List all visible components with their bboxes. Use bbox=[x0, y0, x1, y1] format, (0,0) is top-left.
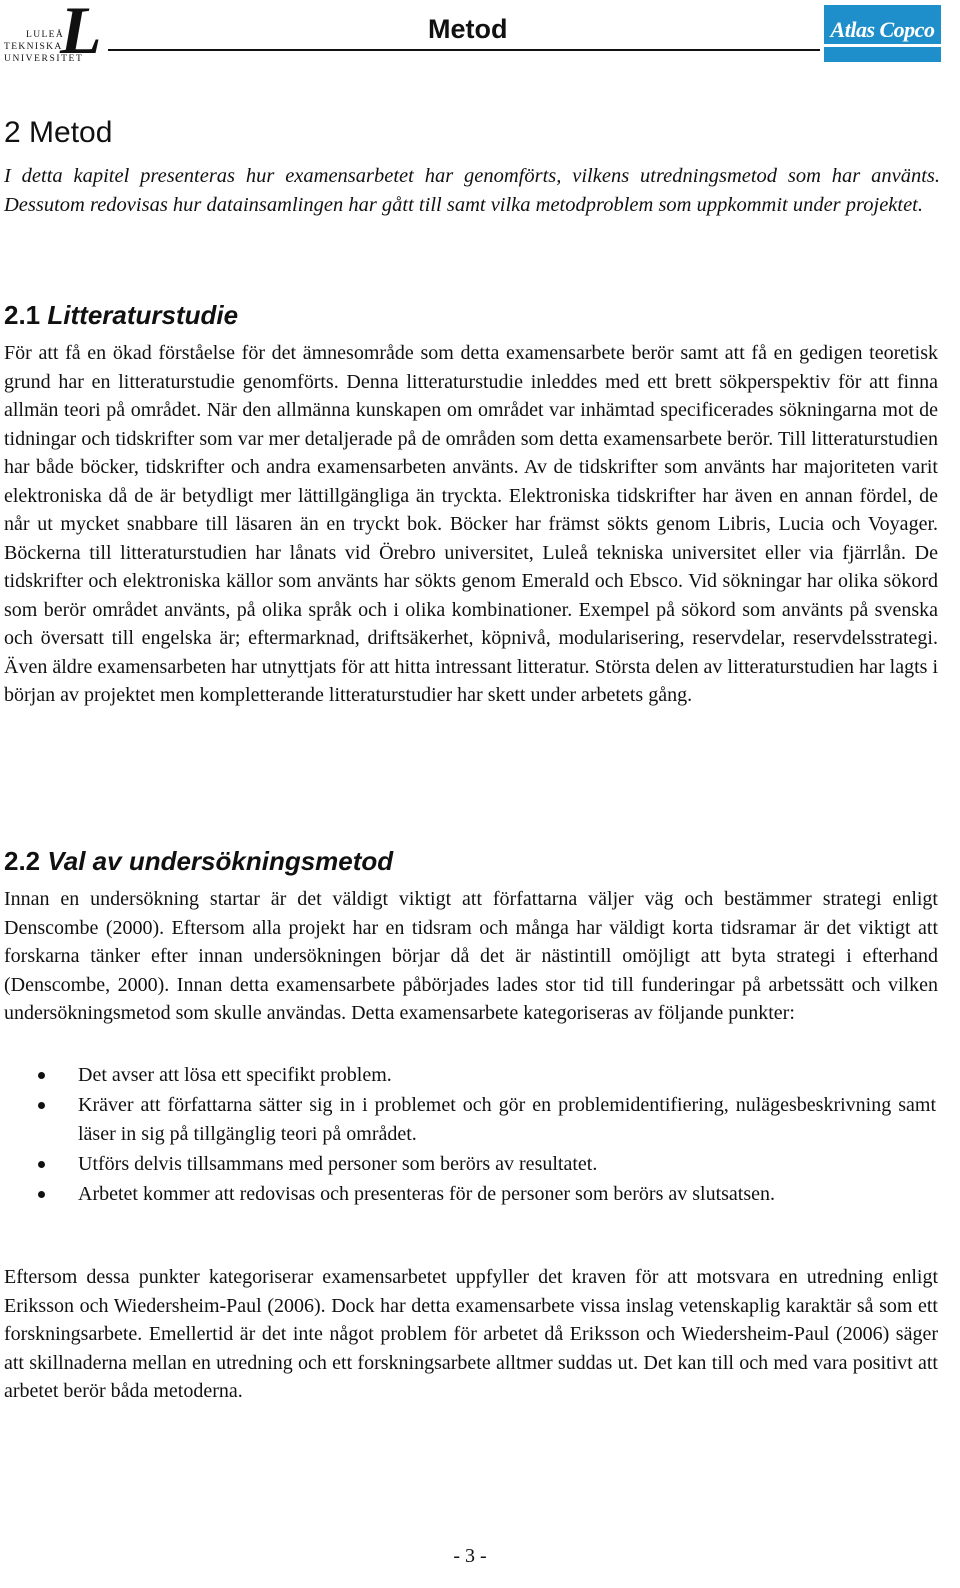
list-item-text: Det avser att lösa ett specifikt problem. bbox=[78, 1064, 392, 1086]
section-2-1-body: För att få en ökad förståelse för det ämnesområde som detta examensarbete berör samt att få en gedigen teoretisk grund har en litteraturstudie genomförts. Denna litteraturstudie inleddes med ett brett sökperspektiv för att finna allmän teori på området. När den allmänna kunskapen om området var inhämtad specificerades sökningarna mot de tidningar och tidskrifter som var mer detaljerade på de områden som detta examensarbete berör. Till litteraturstudien har både böcker, tidskrifter och andra examensarbeten använts. Av de tidskrifter som använts har majoriteten varit elektroniska då de är betydligt mer lättillgängliga än tryckta. Elektroniska tidskrifter har även en annan fördel, de når ut mycket snabbare till läsaren än en tryckt bok. Böcker har främst sökts genom Libris, Lucia och Voyager. Böckerna till litteraturstudien har lånats vid Örebro universitet, Luleå tekniska universitet eller via fjärrlån. De tidskrifter och elektroniska källor som använts har sökts genom Emerald och Ebsco. Vid sökningar har olika sökord som berör området använts, på olika språk och i olika kombinationer. Exempel på sökord som använts på svenska och översatt till engelska är; eftermarknad, driftsäkerhet, köpnivå, modularisering, reservdelar, reservdelsstrategi. Även äldre examensarbeten har utnyttjats för att hitta intressant litteratur. Största delen av litteraturstudien har lagts i början av projektet men kompletterande litteraturstudier har skett under arbetets gång. bbox=[4, 342, 938, 706]
ltu-logo-line-2: TEKNISKA bbox=[4, 42, 63, 52]
section-number: 2.1 bbox=[4, 300, 41, 330]
ltu-logo bbox=[2, 2, 120, 66]
section-heading-2-2 bbox=[4, 846, 393, 877]
list-item bbox=[0, 1180, 936, 1209]
ltu-logo-letter: L bbox=[60, 0, 102, 68]
bullet-icon bbox=[38, 1191, 45, 1198]
list-item-text: Arbetet kommer att redovisas och presenteras för de personer som berörs av slutsatsen. bbox=[78, 1182, 776, 1205]
page-header bbox=[0, 0, 960, 68]
list-item bbox=[0, 1061, 936, 1090]
list-item bbox=[0, 1091, 936, 1148]
section-heading-2-1 bbox=[4, 300, 238, 331]
list-item bbox=[0, 1150, 936, 1179]
atlas-copco-logo-stripe bbox=[824, 44, 941, 47]
ltu-logo-line-1: LULEÅ bbox=[26, 30, 65, 40]
page-number: - 3 - bbox=[453, 1545, 487, 1567]
section-2-2-body: Innan en undersökning startar är det väldigt viktigt att författarna väljer väg och bestämmer strategi enligt Denscombe (2000). Eftersom alla projekt har en tidsram och många har väldigt korta tidsramar är det viktigt att forskarna tänker efter innan undersökningen börjar då det är nästintill omöjligt att byta strategi i efterhand (Denscombe, 2000). Innan detta examensarbete påbörjades lades stor tid till funderingar på arbetssätt och vilken undersökningsmetod som skulle användas. Detta examensarbete kategoriseras av följande punkter: bbox=[4, 888, 938, 1024]
ltu-logo-line-3: UNIVERSITET bbox=[4, 54, 84, 64]
header-title: Metod bbox=[428, 14, 508, 44]
bullet-icon bbox=[38, 1072, 45, 1079]
section-number: 2.2 bbox=[4, 846, 41, 876]
list-item-text: Kräver att författarna sätter sig in i problemet och gör en problemidentifiering, nulägesbeskrivning samt läser in sig på tillgänglig teori på området. bbox=[78, 1094, 936, 1145]
atlas-copco-logo bbox=[824, 5, 941, 62]
section-title: Val av undersökningsmetod bbox=[47, 846, 394, 876]
atlas-copco-logo-text: Atlas Copco bbox=[830, 17, 935, 42]
section-title: Litteraturstudie bbox=[47, 300, 239, 330]
bullet-icon bbox=[38, 1102, 45, 1109]
chapter-heading: 2 Metod bbox=[4, 116, 113, 149]
header-rule bbox=[108, 49, 820, 51]
chapter-intro: I detta kapitel presenteras hur examensarbetet har genomförts, vilkens utredningsmetod som har använts. Dessutom redovisas hur datainsamlingen har gått till samt vilka metodproblem som uppkommit under projektet. bbox=[4, 165, 940, 216]
list-item-text: Utförs delvis tillsammans med personer som berörs av resultatet. bbox=[78, 1152, 598, 1175]
bullet-icon bbox=[38, 1161, 45, 1168]
section-2-2-closing: Eftersom dessa punkter kategoriserar examensarbetet uppfyller det kraven för att motsvara en utredning enligt Eriksson och Wiedersheim-Paul (2006). Dock har detta examensarbete vissa inslag vetenskaplig karaktär så som ett forskningsarbete. Emellertid är det inte något problem för arbetet då Eriksson och Wiedersheim-Paul (2006) säger att skillnaderna mellan en utredning och ett forskningsarbete alltmer suddas ut. Det kan till och med vara positivt att arbetet berör båda metoderna. bbox=[4, 1266, 938, 1402]
criteria-list bbox=[0, 1061, 940, 1210]
